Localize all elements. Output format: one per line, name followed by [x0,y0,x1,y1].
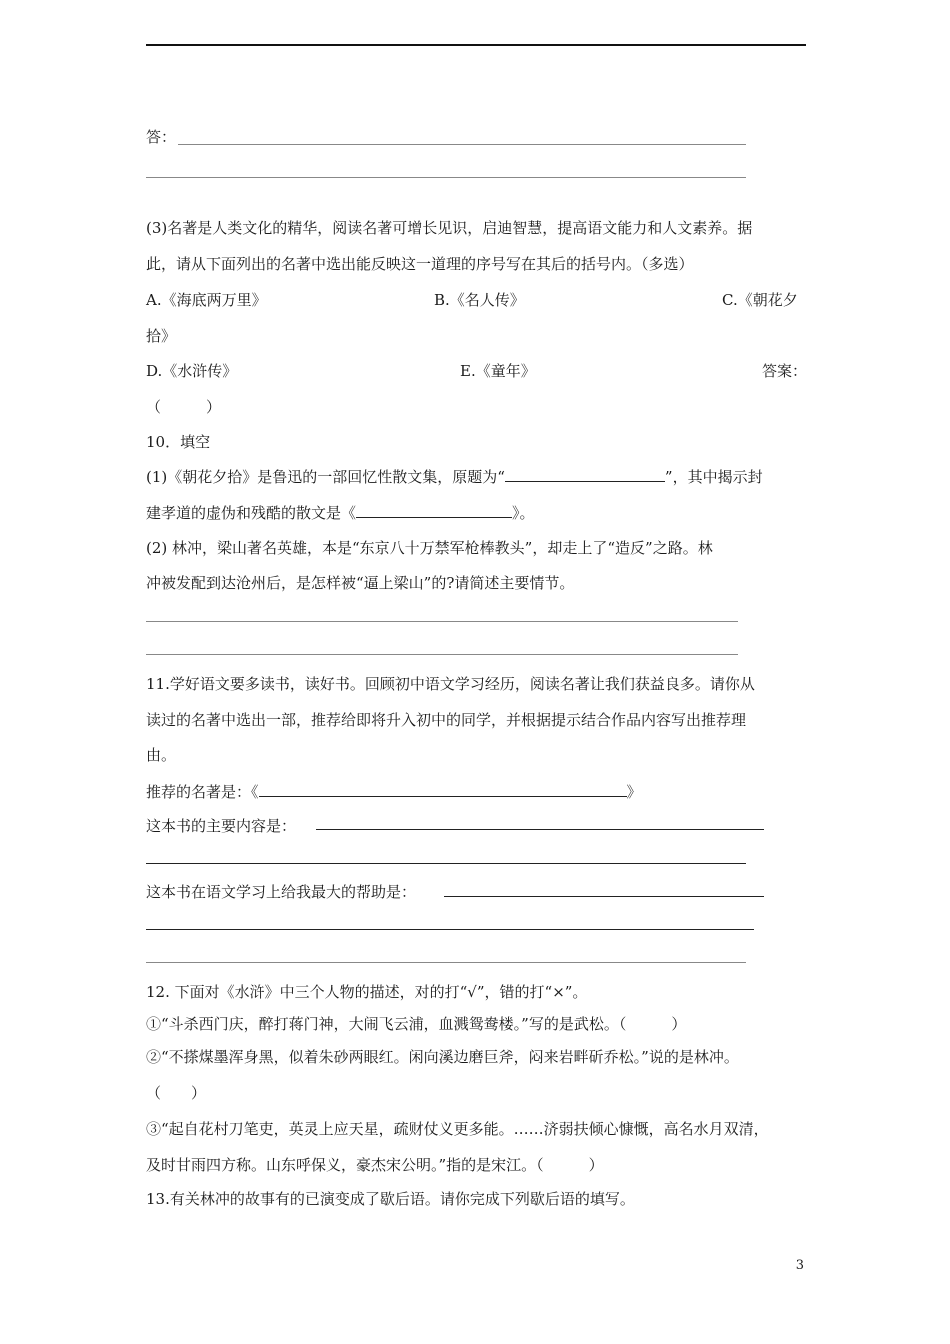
q12-title: 12. 下面对《水浒》中三个人物的描述，对的打“√”，错的打“×”。 [146,983,588,1001]
recommended-book-blank[interactable] [259,781,627,797]
help-line-2[interactable] [146,929,754,930]
q12-item-2-bracket[interactable]: （ ） [146,1084,207,1102]
q10-title: 10．填空 [146,433,211,451]
option-c-continued: 拾》 [146,327,177,345]
help-line-3[interactable] [146,962,746,963]
main-content-line-2[interactable] [146,863,746,864]
answer-bracket[interactable]: （ ） [146,398,222,416]
option-d: D.《水浒传》 [146,362,238,380]
q12-item-2: ②“不搽煤墨浑身黑，似着朱砂两眼红。闲向溪边磨巨斧，闷来岩畔斫乔松。”说的是林冲。 [146,1048,739,1066]
header-rule [146,44,806,46]
q10-1-line-1 [146,466,763,487]
help-label: 这本书在语文学习上给我最大的帮助是： [146,883,417,901]
help-row [146,882,416,902]
answer-prompt: 答案： [762,362,808,380]
option-a: A.《海底两万里》 [146,291,267,309]
q11-line-3: 由。 [146,746,177,764]
q13-title: 13.有关林冲的故事有的已演变成了歇后语。请你完成下列歇后语的填写。 [146,1190,635,1208]
recommended-book-label: 推荐的名著是：《 [146,783,259,801]
answer-label: 答： [146,128,177,146]
q10-2-line-1: (2) 林冲，梁山著名英雄，本是“东京八十万禁军枪棒教头”，却走上了“造反”之路。林 [146,539,713,557]
option-b: B.《名人传》 [434,291,525,309]
main-content-row [146,816,296,836]
q12-item-3-line-2: 及时甘雨四方称。山东呼保义，豪杰宋公明。”指的是宋江。（ ） [146,1156,604,1174]
recommended-book-close: 》 [626,783,642,801]
q10-answer-line-1[interactable] [146,621,738,622]
q10-1-text-b: ”，其中揭示封 [664,468,763,486]
q10-1-text-c: 建孝道的虚伪和残酷的散文是《 [146,504,357,522]
q12-item-1: ①“斗杀西门庆，醉打蒋门神，大闹飞云浦，血溅鸳鸯楼。”写的是武松。（ ） [146,1015,687,1033]
q9-3-line-2: 此，请从下面列出的名著中选出能反映这一道理的序号写在其后的括号内。（多选） [146,255,694,273]
option-c: C.《朝花夕 [722,291,798,309]
q10-1-text-d: 》。 [512,504,535,522]
main-content-blank[interactable] [316,829,764,830]
q10-answer-line-2[interactable] [146,654,738,655]
q10-1-text-a: (1)《朝花夕拾》是鲁迅的一部回忆性散文集，原题为“ [146,468,505,486]
page-number: 3 [795,1258,804,1273]
help-blank[interactable] [444,896,764,897]
q12-item-3-line-1: ③“起自花村刀笔吏，英灵上应天星，疏财仗义更多能。……济弱扶倾心慷慨，高名水月双清， [146,1120,769,1138]
recommended-book-row [146,781,642,802]
answer-line-1[interactable] [178,144,746,145]
q10-2-line-2: 冲被发配到达沧州后，是怎样被“逼上梁山”的?请简述主要情节。 [146,574,575,592]
q11-line-1: 11.学好语文要多读书，读好书。回顾初中语文学习经历，阅读名著让我们获益良多。请你从 [146,675,755,693]
q11-line-2: 读过的名著中选出一部，推荐给即将升入初中的同学，并根据提示结合作品内容写出推荐理 [146,711,747,729]
q9-3-line-1: (3)名著是人类文化的精华，阅读名著可增长见识，启迪智慧，提高语文能力和人文素养。据 [146,219,753,237]
essay-title-blank[interactable] [356,502,512,518]
option-e: E.《童年》 [460,362,536,380]
main-content-label: 这本书的主要内容是： [146,817,297,835]
original-title-blank[interactable] [505,466,665,482]
q10-1-line-2 [146,502,535,523]
answer-line-2[interactable] [146,177,746,178]
